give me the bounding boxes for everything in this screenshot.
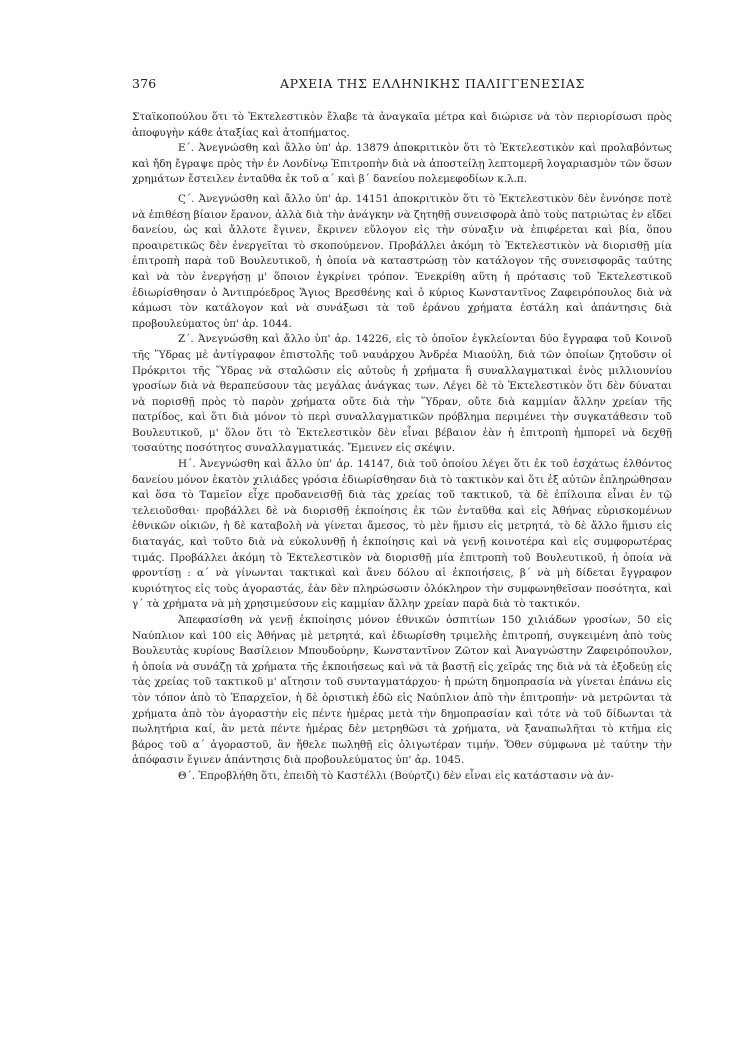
paragraph-item-7: Ζ΄. Ἀνεγνώσθη καὶ ἄλλο ὑπ' ἀρ. 14226, εἰς τὸ ὁποῖον ἐγκλείονται δύο ἔγγραφα τοῦ Κοινοῦ τῆς Ὕδρας μὲ ἀντίγραφον ἐπιστολῆς τοῦ ναυάρχου Ἀνδρέα Μιαούλη, διὰ τῶν ὁποίων ζητοῦσιν οἱ Πρόκριτοι τῆς Ὕδρας νὰ σταλῶσιν εἰς αὐτοὺς ἡ χρήματα ἢ συναλλαγματικαὶ ἑνὸς μιλλιουνίου γροσίων διὰ νὰ θεραπεύσουν τὰς μεγάλας ἀνάγκας των. Λέγει δὲ τὸ Ἐκτελεστικὸν ὅτι δὲν δύναται νὰ πορισθῇ πρὸς τὸ παρὸν χρήματα οὔτε διὰ τὴν Ὕδραν, οὔτε διὰ καμμίαν ἄλλην χρείαν τῆς πατρίδος, καὶ ὅτι διὰ μόνον τὸ περὶ συναλλαγματικῶν πρόβλημα περιμένει τὴν συγκατάθεσιν τοῦ Βουλευτικοῦ, μ' ὅλον ὅτι τὸ Ἐκτελεστικὸν δὲν εἶναι βέβαιον ἐὰν ἡ ἐπιτροπὴ ἠμπορεῖ νὰ δεχθῇ τοσαύτης ποσότητος συναλλαγματικάς. Ἔμεινεν εἰς σκέψιν. <box>132 333 672 455</box>
paragraph-item-5: Ε΄. Ἀνεγνώσθη καὶ ἄλλο ὑπ' ἀρ. 13879 ἀποκριτικὸν ὅτι τὸ Ἐκτελεστικὸν καὶ προλαβόντως καὶ ἤδη ἔγραψε πρὸς τὴν ἐν Λονδίνῳ Ἐπιτροπὴν διὰ νὰ ἀποστείλῃ λεπτομερῆ λογαριασμὸν τῶν ὅσων χρημάτων ἔστειλεν ἐνταῦθα ἐκ τοῦ α΄ καὶ β΄ δανείου πολεμεφοδίων κ.λ.π. <box>132 142 672 186</box>
paragraph-item-9: Θ΄. Ἐπροβλήθη ὅτι, ἐπειδὴ τὸ Καστέλλι (Βούρτζι) δὲν εἶναι εἰς κατάστασιν νὰ ἀν- <box>178 769 614 782</box>
page-number: 376 <box>132 76 157 91</box>
paragraph-item-6: Ϛ΄. Ἀνεγνώσθη καὶ ἄλλο ὑπ' ἀρ. 14151 ἀποκριτικὸν ὅτι τὸ Ἐκτελεστικὸν δὲν ἐννόησε ποτὲ νὰ ἐπιθέσῃ βίαιον ἔρανον, ἀλλὰ διὰ τὴν ἀνάγκην νὰ ζητηθῇ συνεισφορὰ ἀπὸ τοὺς πατριώτας ἐν εἴδει δανείου, ὡς καὶ ἄλλοτε ἔγινεν, ἔκρινεν εὔλογον εἰς τὴν σύναξιν νὰ ἐπιφέρεται καὶ βία, ὅπου προαιρετικῶς δὲν ἐνεργεῖται τὸ σκοπούμενον. Προβάλλει ἀκόμη τὸ Ἐκτελεστικὸν νὰ διορισθῇ μία ἐπιτροπὴ παρὰ τοῦ Βουλευτικοῦ, ἡ ὁποία νὰ καταστρώσῃ τὸν κατάλογον τῆς συνεισφορᾶς ταύτης καὶ νὰ τὸν ἐνεργήσῃ μ' ὅποιον ἐγκρίνει τρόπον. Ἐνεκρίθη αὕτη ἡ πρότασις τοῦ Ἐκτελεστικοῦ ἐδιωρίσθησαν ὁ Ἀντιπρόεδρος Ἅγιος Βρεσθένης καὶ ὁ κύριος Κωνσταντῖνος Ζαφειρόπουλος διὰ νὰ κάμωσι τὸν κατάλογον καὶ νὰ συνάξωσι τὰ τοῦ ἐράνου χρήματα ἐστάλη καὶ ἀπάντησις διὰ προβουλεύματος ὑπ' ἀρ. 1044. <box>132 192 672 330</box>
paragraph-item-8: Η΄. Ἀνεγνώσθη καὶ ἄλλο ὑπ' ἀρ. 14147, διὰ τοῦ ὁποίου λέγει ὅτι ἐκ τοῦ ἐσχάτως ἐλθόντος δανείου μόνον ἑκατὸν χιλιάδες γρόσια ἐδιωρίσθησαν διὰ τὸ τακτικὸν καὶ ὅτι ἐξ αὐτῶν ἐπληρώθησαν καὶ ὅσα τὸ Ταμεῖον εἶχε προδανεισθῇ διὰ τὰς χρείας τοῦ τακτικοῦ, τὰ δὲ ἐπίλοιπα εἶναι ἐν τῷ τελειοῦσθαι· προβάλλει δὲ νὰ διορισθῇ ἐκποίησις ἐκ τῶν ἐνταῦθα καὶ εἰς Ἀθήνας εὑρισκομένων ἐθνικῶν οἰκιῶν, ἡ δὲ καταβολὴ νὰ γίνεται ἄμεσος, τὸ μὲν ἥμισυ εἰς μετρητά, τὸ δὲ ἄλλο ἥμισυ εἰς διαταγάς, καὶ τοῦτο διὰ νὰ εὐκολυνθῇ ἡ ἐκποίησις καὶ νὰ γενῇ κοινοτέρα καὶ εἰς συμφορωτέρας τιμάς. Προβάλλει ἀκόμη τὸ Ἐκτελεστικὸν νὰ διορισθῇ μία ἐπιτροπὴ τοῦ Βουλευτικοῦ, ἡ ὁποία νὰ φροντίσῃ : α΄ νὰ γίνωνται τακτικαὶ καὶ ἄνευ δόλου αἱ ἐκποιήσεις, β΄ νὰ μὴ δίδεται ἔγγραφον κυριότητος εἰς τοὺς ἀγοραστάς, ἐὰν δὲν πληρώσωσιν ὁλόκληρον τὴν συμφωνηθεῖσαν ποσότητα, καὶ γ΄ τὰ χρήματα νὰ μὴ χρησιμεύσουν εἰς καμμίαν ἄλλην χρείαν παρὰ διὰ τὸ τακτικόν. <box>132 458 672 611</box>
body-text <box>132 110 672 785</box>
paragraph-decision: Ἀπεφασίσθη νὰ γενῇ ἐκποίησις μόνον ἐθνικῶν ὀσπιτίων 150 χιλιάδων γροσίων, 50 εἰς Ναύπλιον καὶ 100 εἰς Ἀθήνας μὲ μετρητά, καὶ ἐδιωρίσθη τριμελὴς ἐπιτροπή, συγκειμένη ἀπὸ τοὺς Βουλευτὰς κυρίους Βασίλειον Μπουδούρην, Κωνσταντῖνον Ζῶτον καὶ Ἀναγνώστην Ζαφειρόπουλον, ἡ ὁποία νὰ συνάζῃ τὰ χρήματα τῆς ἐκποιήσεως καὶ νὰ τὰ βαστῇ εἰς χεῖράς της διὰ νὰ τὰ ἐξοδεύῃ εἰς τὰς χρείας τοῦ τακτικοῦ μ' αἴτησιν τοῦ συνταγματάρχου· ἡ πρώτη δημοπρασία νὰ γίνεται ἐπάνω εἰς τὸν τόπον ἀπὸ τὸ Ἐπαρχεῖον, ἡ δὲ ὁριστικὴ ἐδῶ εἰς Ναύπλιον ἀπὸ τὴν ἐπιτροπήν· νὰ μετρῶνται τὰ χρήματα ἀπὸ τὸν ἀγοραστὴν εἰς πέντε ἡμέρας μετὰ τὴν δημοπρασίαν καὶ τότε νὰ τοῦ δίδωνται τὰ πωλητήρια καί, ἂν μετὰ πέντε ἡμέρας δὲν μετρηθῶσι τὰ χρήματα, νὰ ξαναπωλῆται τὸ κτῆμα εἰς βάρος τοῦ α΄ ἀγοραστοῦ, ἂν ἤθελε πωληθῇ εἰς ὀλιγωτέραν τιμήν. Ὅθεν σύμφωνα μὲ ταύτην τὴν ἀπόφασιν ἔγινεν ἀπάντησις διὰ προβουλεύματος ὑπ' ἀρ. 1045. <box>132 614 672 767</box>
paragraph-continuation: Σταϊκοπούλου ὅτι τὸ Ἐκτελεστικὸν ἔλαβε τὰ ἀναγκαῖα μέτρα καὶ διώρισε νὰ τὸν περιορίσωσι πρὸς ἀποφυγὴν κάθε ἀταξίας καὶ ἀτοπήματος. <box>132 111 672 139</box>
running-header <box>132 76 672 96</box>
running-title: ΑΡΧΕΙΑ ΤΗΣ ΕΛΛΗΝΙΚΗΣ ΠΑΛΙΓΓΕΝΕΣΙΑΣ <box>280 76 585 91</box>
